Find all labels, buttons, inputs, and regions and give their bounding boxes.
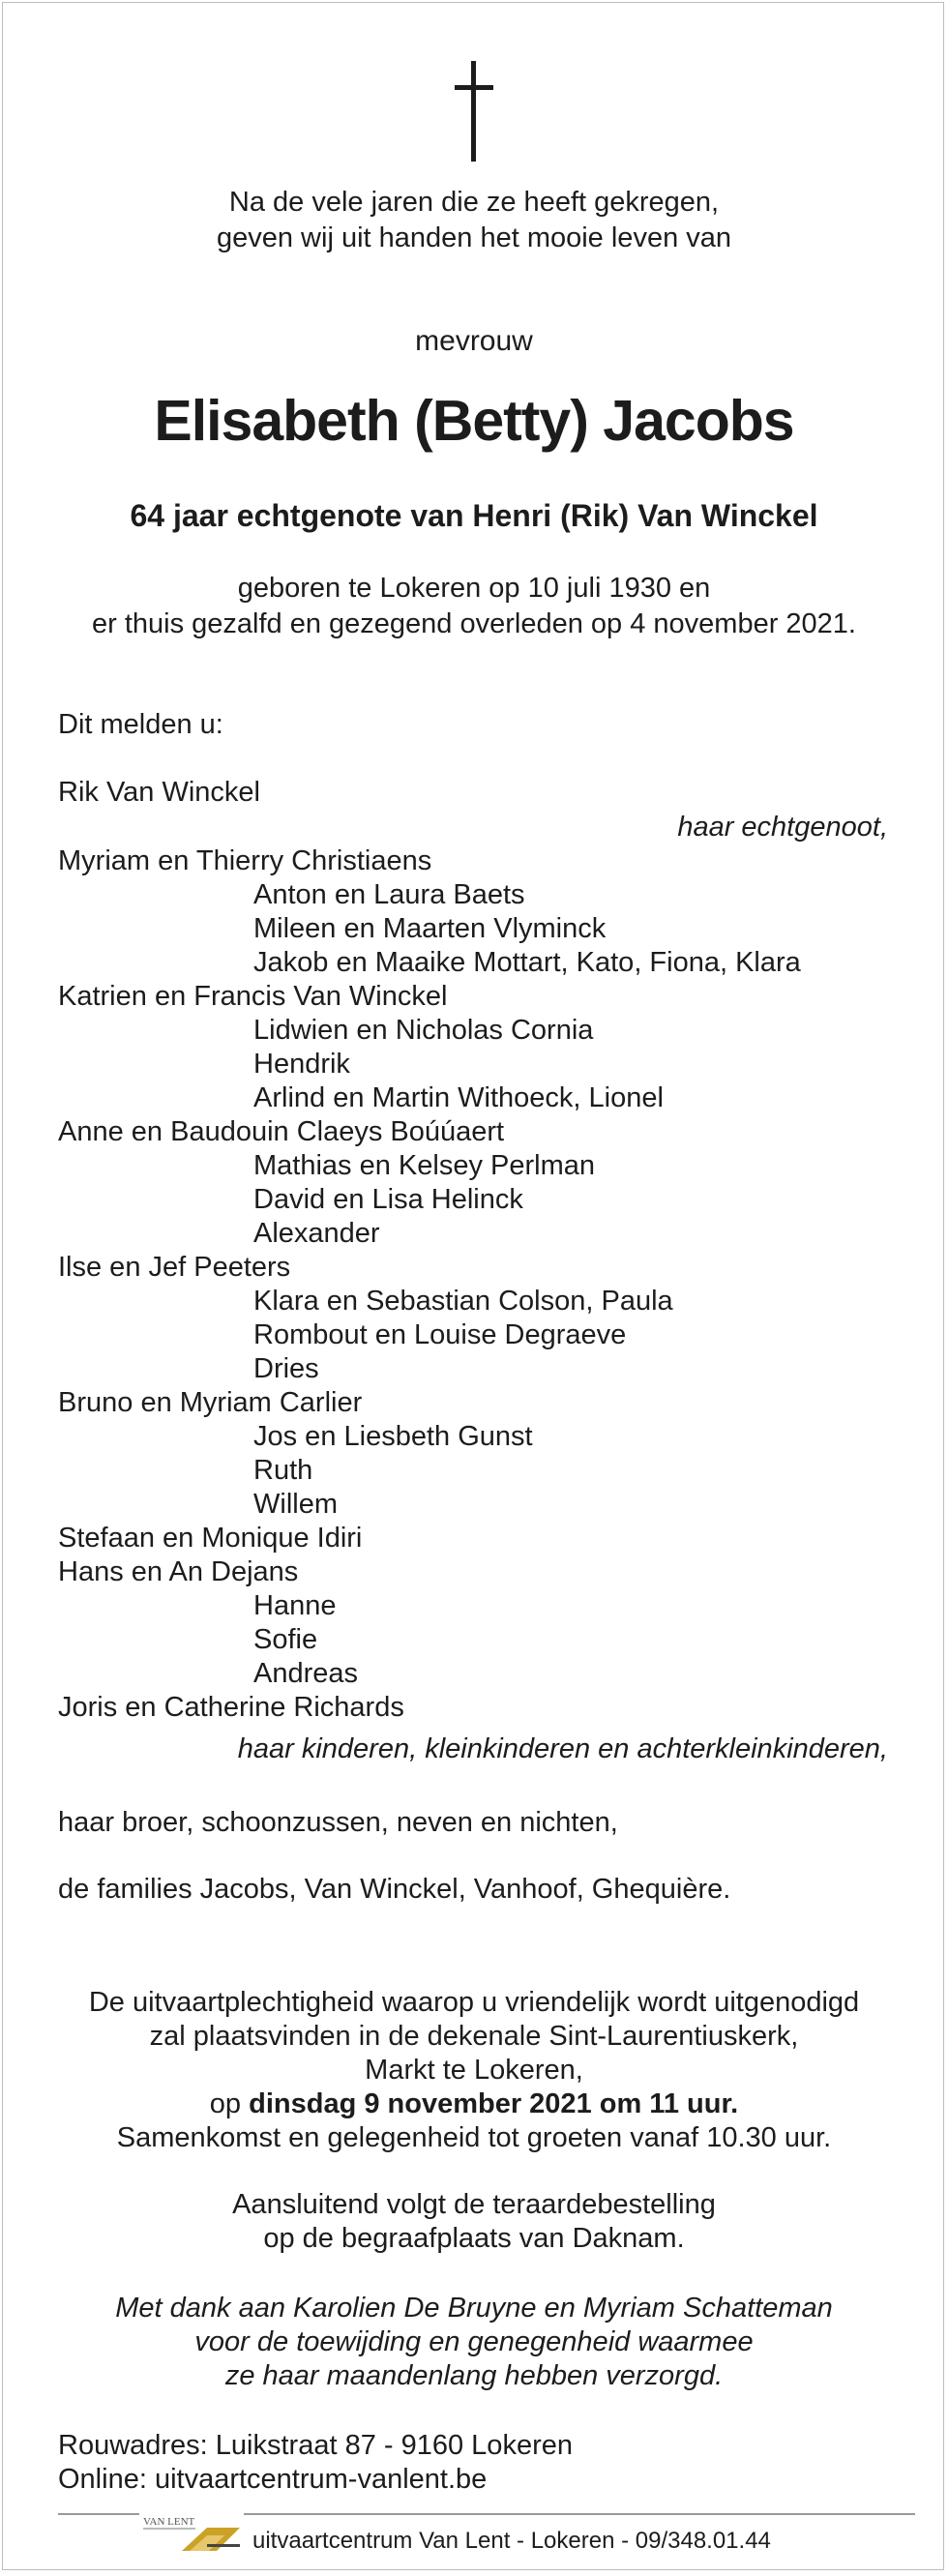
family-member: Rombout en Louise Degraeve (253, 1319, 627, 1350)
family-member: Mileen en Maarten Vlyminck (253, 913, 607, 944)
family-member: Bruno en Myriam Carlier (58, 1387, 363, 1418)
family-member: Hendrik (253, 1049, 350, 1080)
family-member: Anton en Laura Baets (253, 879, 525, 910)
family-member: Anne en Baudouin Claeys Boúúaert (58, 1116, 505, 1147)
death-notice (2, 2, 944, 2570)
online-link[interactable]: Online: uitvaartcentrum-vanlent.be (58, 2464, 488, 2495)
ceremony-info: De uitvaartplechtigheid waarop u vriendelijk wordt uitgenodigd zal plaatsvinden in de dekenale Sint-Laurentiuskerk, Markt te Lokeren, op dinsdag 9 november 2021 om 11 uur. Samenkomst en gelegenheid tot groeten vanaf 10.30 uur. (3, 1986, 945, 2155)
family-member: David en Lisa Helinck (253, 1184, 523, 1215)
family-member: Dries (253, 1353, 319, 1384)
family-member: Willem (253, 1489, 338, 1520)
family-member: Hans en An Dejans (58, 1556, 299, 1587)
family-member: Ilse en Jef Peeters (58, 1252, 291, 1283)
families-line: de families Jacobs, Van Winckel, Vanhoof, Ghequière. (58, 1874, 731, 1905)
family-member: Jos en Liesbeth Gunst (253, 1421, 533, 1452)
svg-text:VAN LENT: VAN LENT (143, 2516, 195, 2528)
title-word: mevrouw (415, 325, 533, 357)
family-member: Alexander (253, 1218, 380, 1249)
family-member: Ruth (253, 1455, 313, 1486)
family-member: Hanne (253, 1590, 337, 1621)
family-member: Katrien en Francis Van Winckel (58, 981, 448, 1012)
family-member: Andreas (253, 1658, 359, 1689)
birth-death-text: geboren te Lokeren op 10 juli 1930 en er thuis gezalfd en gezegend overleden op 4 november 2021. (91, 573, 856, 639)
family-member: Lidwien en Nicholas Cornia (253, 1015, 594, 1046)
address-line: Rouwadres: Luikstraat 87 - 9160 Lokeren (58, 2430, 573, 2461)
cross-icon (445, 61, 503, 162)
siblings-line: haar broer, schoonzussen, neven en nichten, (58, 1807, 618, 1838)
family-member: Myriam en Thierry Christiaens (58, 845, 432, 876)
footer-contact: uitvaartcentrum Van Lent - Lokeren - 09/348.01.44 (252, 2528, 771, 2554)
husband-role: haar echtgenoot, (677, 812, 888, 843)
family-member: Sofie (253, 1624, 318, 1655)
family-member: Mathias en Kelsey Perlman (253, 1150, 595, 1181)
intro-text: Na de vele jaren die ze heeft gekregen, geven wij uit handen het mooie leven van (216, 187, 732, 253)
ceremony-date: op dinsdag 9 november 2021 om 11 uur. (209, 2088, 739, 2119)
spouse-line: 64 jaar echtgenote van Henri (Rik) Van Winckel (130, 498, 818, 533)
deceased-name: Elisabeth (Betty) Jacobs (154, 389, 794, 453)
children-role: haar kinderen, kleinkinderen en achterkleinkinderen, (237, 1733, 888, 1764)
thanks-text: Met dank aan Karolien De Bruyne en Myriam Schatteman voor de toewijding en genegenheid waarmee ze haar maandenlang hebben verzorgd. (115, 2293, 833, 2391)
husband-name: Rik Van Winckel (58, 777, 260, 808)
family-member: Joris en Catherine Richards (58, 1692, 404, 1723)
family-member: Stefaan en Monique Idiri (58, 1523, 363, 1554)
announce-text: Dit melden u: (58, 709, 223, 740)
van-lent-logo (139, 2512, 244, 2555)
family-member: Jakob en Maaike Mottart, Kato, Fiona, Klara (253, 947, 801, 978)
family-member: Arlind en Martin Withoeck, Lionel (253, 1082, 664, 1113)
family-member: Klara en Sebastian Colson, Paula (253, 1286, 673, 1317)
burial-info: Aansluitend volgt de teraardebestelling op de begraafplaats van Daknam. (232, 2189, 716, 2254)
